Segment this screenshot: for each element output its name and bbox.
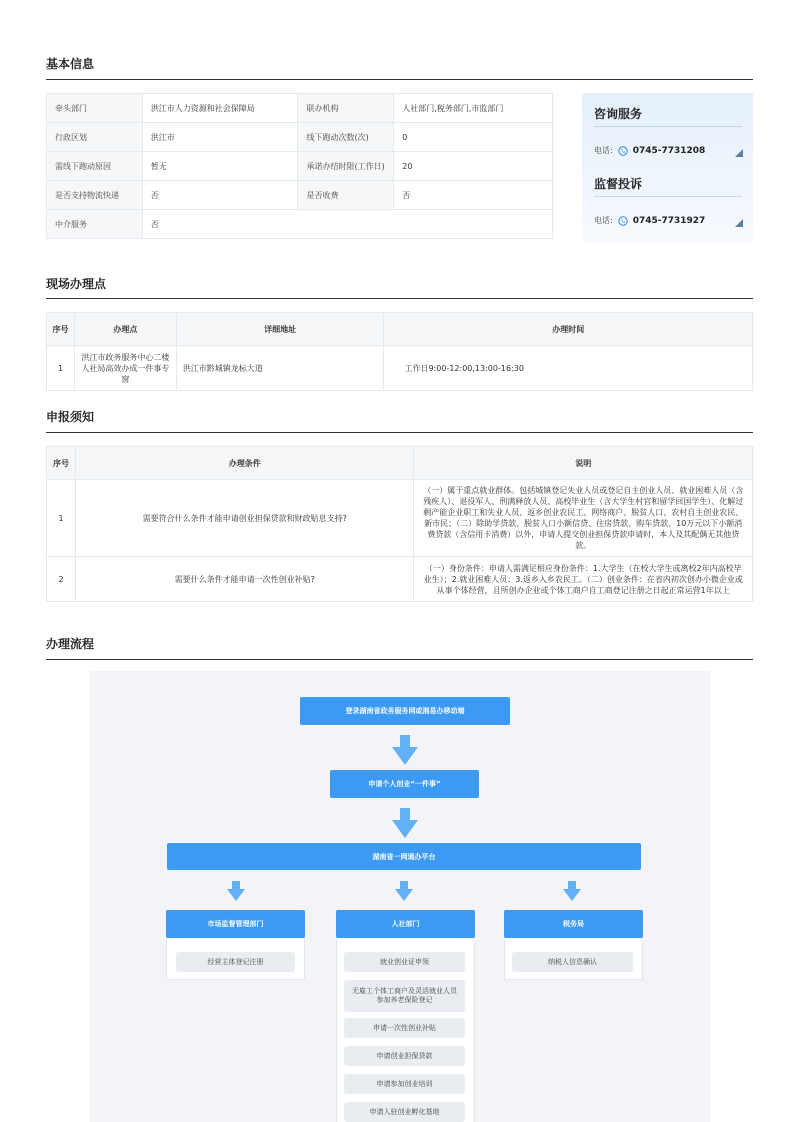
field-label: 需线下跑动原因 [47,152,143,181]
field-value: 0 [394,123,553,152]
field-value: 20 [394,152,553,181]
complaint-phone-line [594,215,705,226]
flow-item-hr: 申请一次性创业补贴 [344,1018,465,1038]
table-row [47,152,553,181]
site-rule [46,298,753,299]
column-header: 说明 [414,447,753,480]
field-label: 牵头部门 [47,94,143,123]
dept-market: 市场监督管理部门 [166,910,305,938]
basic-info-title: 基本信息 [46,57,95,71]
column-header: 详细地址 [176,313,384,346]
down-arrow-icon [392,808,418,838]
down-arrow-icon [563,881,581,901]
notice-rule [46,432,753,433]
complaint-divider [594,196,742,197]
field-value: 否 [142,181,298,210]
table-cell: 1 [47,346,75,391]
table-row [47,557,753,602]
down-arrow-icon [227,881,245,901]
column-header: 序号 [47,447,76,480]
down-arrow-icon [392,735,418,765]
field-value: 人社部门,税务部门,市监部门 [394,94,553,123]
table-row [47,346,753,391]
flow-item-hr: 申请参加创业培训 [344,1074,465,1094]
basic-info-rule [46,79,753,80]
consult-phone-label: 电话: [594,146,613,155]
down-arrow-icon [395,881,413,901]
consult-phone-line [594,145,705,156]
basic-info-table [46,93,553,239]
table-cell [414,480,753,557]
table-cell: 洪江市政务服务中心二楼人社局高效办成一件事专窗 [74,346,176,391]
complaint-phone-label: 电话: [594,216,613,225]
table-cell [414,557,753,602]
consult-divider [594,126,742,127]
table-cell: 洪江市黔城镇龙标大道 [176,346,384,391]
flow-step-login: 登录湖南省政务服务网或湘易办移动端 [300,697,510,725]
table-cell: 1 [47,480,76,557]
dept-hr: 人社部门 [336,910,475,938]
notice-table [46,446,753,602]
phone-icon [618,146,628,156]
corner-triangle-icon [735,149,743,157]
table-cell: 需要符合什么条件才能申请创业担保贷款和财政贴息支持? [75,480,413,557]
flow-item-market: 经营主体登记注册 [176,952,295,972]
flow-item-tax: 纳税人信息确认 [512,952,633,972]
field-value: 暂无 [142,152,298,181]
notice-title: 申报须知 [46,410,95,424]
flow-item-hr: 就业创业证申领 [344,952,465,972]
flow-title: 办理流程 [46,637,95,651]
table-header-row [47,447,753,480]
flow-diagram [90,671,710,1122]
table-cell: 工作日9:00-12:00,13:00-16:30 [384,346,753,391]
field-value: 否 [394,181,553,210]
consult-title: 咨询服务 [594,107,643,121]
site-table [46,312,753,391]
complaint-phone-number[interactable]: 0745-7731927 [632,215,706,226]
column-header: 办理条件 [75,447,413,480]
table-cell: 2 [47,557,76,602]
field-label: 线下跑动次数(次) [298,123,394,152]
table-row [47,480,753,557]
flow-item-hr: 无雇工个体工商户及灵活就业人员参加养老保险登记 [344,980,465,1012]
notice-description: （一）身份条件：申请人需满足相应身份条件：1.大学生（在校大学生或离校2年内高校毕业生）；2.就业困难人员；3.返乡入乡农民工。（二）创业条件：在省内初次创办小微企业或从事个体经营，且所创办企业或个体工商户自工商登记注册之日起正常运营1年以上 [423,563,743,595]
table-header-row [47,313,753,346]
flow-step-apply: 申请个人创业“一件事” [330,770,479,798]
table-cell: 需要什么条件才能申请一次性创业补贴? [75,557,413,602]
field-value: 洪江市 [142,123,298,152]
site-title: 现场办理点 [46,277,107,291]
table-row [47,94,553,123]
flow-rule [46,659,753,660]
field-label: 中介服务 [47,210,143,239]
table-row [47,210,553,239]
flow-step-platform: 湖南省一网通办平台 [167,843,641,870]
field-label: 行政区划 [47,123,143,152]
complaint-title: 监督投诉 [594,177,643,191]
flow-item-hr: 申请创业担保贷款 [344,1046,465,1066]
field-value: 洪江市人力资源和社会保障局 [142,94,298,123]
dept-tax: 税务局 [504,910,643,938]
notice-description: （一）属于重点就业群体。包括城镇登记失业人员或登记自主创业人员、就业困难人员（含残疾人）、退役军人、刑满释放人员、高校毕业生（含大学生村官和留学回国学生）、化解过剩产能企业职工和失业人员、返乡创业农民工、网络商户、脱贫人口、农村自主创业农民、新市民；（二）除助学贷款、脱贫人口小额信贷、住房贷款、购车贷款、10万元以下小额消费贷款（含信用卡消费）以外，申请人提交创业担保贷款申请时，本人及其配偶无其他贷款。 [423,486,744,550]
field-label: 是否收费 [298,181,394,210]
consult-phone-number[interactable]: 0745-7731208 [632,145,706,156]
phone-icon [618,216,628,226]
field-label: 是否支持物流快递 [47,181,143,210]
field-label: 承诺办结时限(工作日) [298,152,394,181]
column-header: 办理点 [74,313,176,346]
contact-panel [582,93,753,243]
table-row [47,181,553,210]
flow-item-hr: 申请入驻创业孵化基地 [344,1102,465,1122]
corner-triangle-icon [735,219,743,227]
column-header: 序号 [47,313,75,346]
field-label: 联办机构 [298,94,394,123]
field-value: 否 [142,210,552,239]
column-header: 办理时间 [384,313,753,346]
table-row [47,123,553,152]
